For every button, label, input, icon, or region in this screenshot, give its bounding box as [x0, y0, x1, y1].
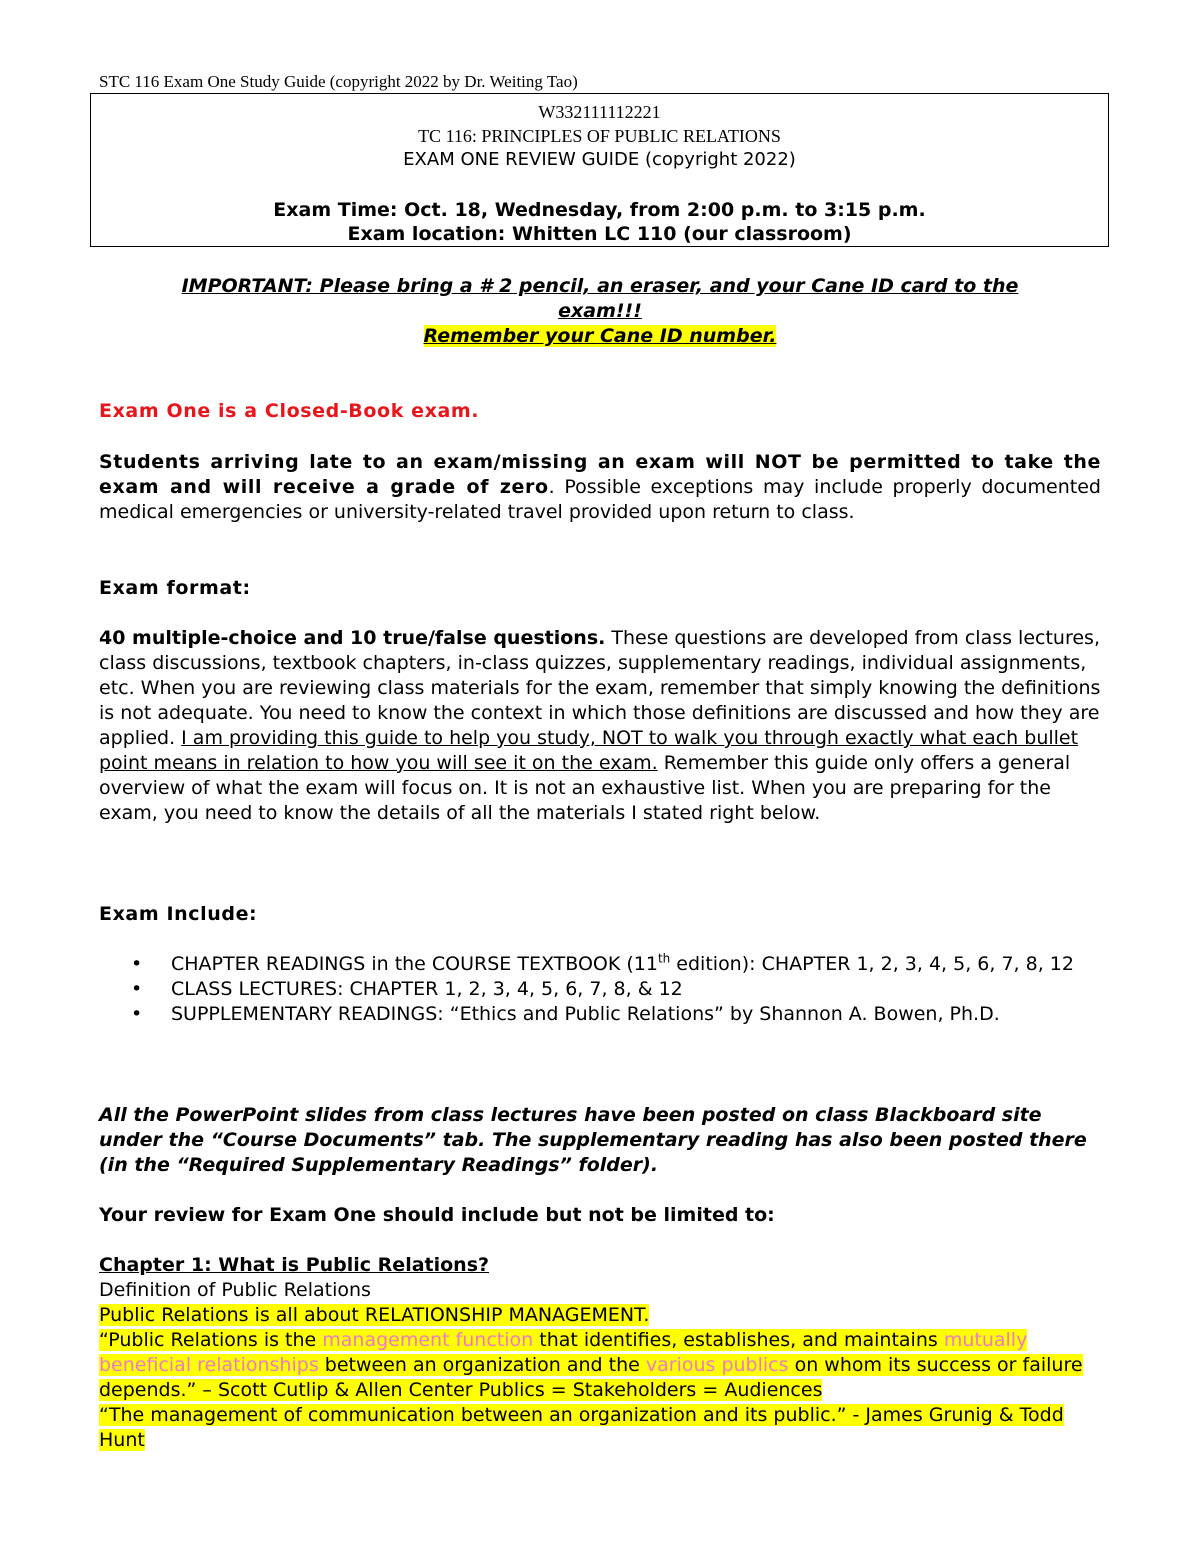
bullet-icon: • — [131, 1003, 143, 1025]
exam-format-underlined: I am providing this guide to help you study, NOT to walk you through exactly what each bullet point means in relation to how you will see it on the exam. — [99, 727, 1079, 774]
remember-id: Remember your Cane ID number. — [423, 325, 777, 347]
list-item: • CHAPTER READINGS in the COURSE TEXTBOOK (11th edition): CHAPTER 1, 2, 3, 4, 5, 6, 7, 8, 12 — [131, 951, 1074, 975]
list-item: • CLASS LECTURES: CHAPTER 1, 2, 3, 4, 5, 6, 7, 8, & 12 — [131, 978, 683, 1000]
exam-format-lead: 40 multiple-choice and 10 true/false questions. — [99, 627, 606, 649]
exam-format-heading: Exam format: — [99, 577, 251, 599]
chapter-1-heading: Chapter 1: What is Public Relations? — [99, 1254, 490, 1276]
exam-format-body — [99, 626, 1101, 826]
title-box — [90, 93, 1109, 247]
important-notice — [99, 274, 1101, 349]
exam-format-p1: These questions are developed from class lectures, class discussions, textbook chapters, in-class quizzes, supplementary readings, individual assignments, etc. When you are reviewing class materials for the exam, remember that simply knowing the definitions is not adequate. You need to know the context in which those definitions are discussed and how they are applied. — [99, 627, 1101, 749]
bullet-icon: • — [131, 978, 143, 1000]
review-intro: Your review for Exam One should include but not be limited to: — [99, 1204, 775, 1226]
late-policy — [99, 450, 1101, 525]
chapter-1-quote-2: “The management of communication between an organization and its public.” - James Grunig & Todd Hunt — [99, 1404, 1064, 1451]
guide-title: EXAM ONE REVIEW GUIDE (copyright 2022) — [403, 149, 796, 170]
running-header: STC 116 Exam One Study Guide (copyright 2022 by Dr. Weiting Tao) — [99, 72, 578, 91]
exam-time: Exam Time: Oct. 18, Wednesday, from 2:00 p.m. to 3:15 p.m. — [273, 199, 926, 221]
exam-location: Exam location: Whitten LC 110 (our classroom) — [347, 223, 852, 245]
exam-include-list — [99, 952, 1101, 1027]
chapter-1-section — [99, 1253, 1101, 1453]
exam-format-p2: Remember this guide only offers a general overview of what the exam will focus on. It is not an exhaustive list. When you are preparing for the exam, you need to know the details of all the materials I stated right below. — [99, 752, 1071, 824]
bullet-icon: • — [131, 953, 143, 975]
late-policy-bold: Students arriving late to an exam/missing an exam will NOT be permitted to take the exam and will receive a grade of zero — [99, 451, 1101, 498]
closed-book-note: Exam One is a Closed-Book exam. — [99, 400, 480, 422]
course-title: TC 116: PRINCIPLES OF PUBLIC RELATIONS — [418, 126, 781, 146]
list-item: • SUPPLEMENTARY READINGS: “Ethics and Public Relations” by Shannon A. Bowen, Ph.D. — [131, 1003, 1000, 1025]
important-line-1: IMPORTANT: Please bring a # 2 pencil, an eraser, and your Cane ID card to the — [181, 275, 1019, 297]
important-line-2: exam!!! — [558, 300, 642, 322]
course-code: W332111112221 — [538, 102, 661, 122]
chapter-1-relationship: Public Relations is all about RELATIONSHIP MANAGEMENT. — [99, 1304, 650, 1326]
exam-include-heading: Exam Include: — [99, 903, 258, 925]
chapter-1-quote-1: “Public Relations is the management function that identifies, establishes, and maintains mutually beneficial relationships between an organization and the various publics on whom its success or failure depends.” – Scott Cutlip & Allen Center Publics = Stakeholders = Audiences — [99, 1329, 1083, 1401]
powerpoint-note: All the PowerPoint slides from class lectures have been posted on class Blackboard site under the “Course Documents” tab. The supplementary reading has also been posted there (in the “Required Supplementary Readings” folder). — [99, 1104, 1087, 1176]
late-policy-rest: . Possible exceptions may include properly documented medical emergencies or university-related travel provided upon return to class. — [99, 476, 1101, 523]
chapter-1-definition: Definition of Public Relations — [99, 1279, 371, 1301]
